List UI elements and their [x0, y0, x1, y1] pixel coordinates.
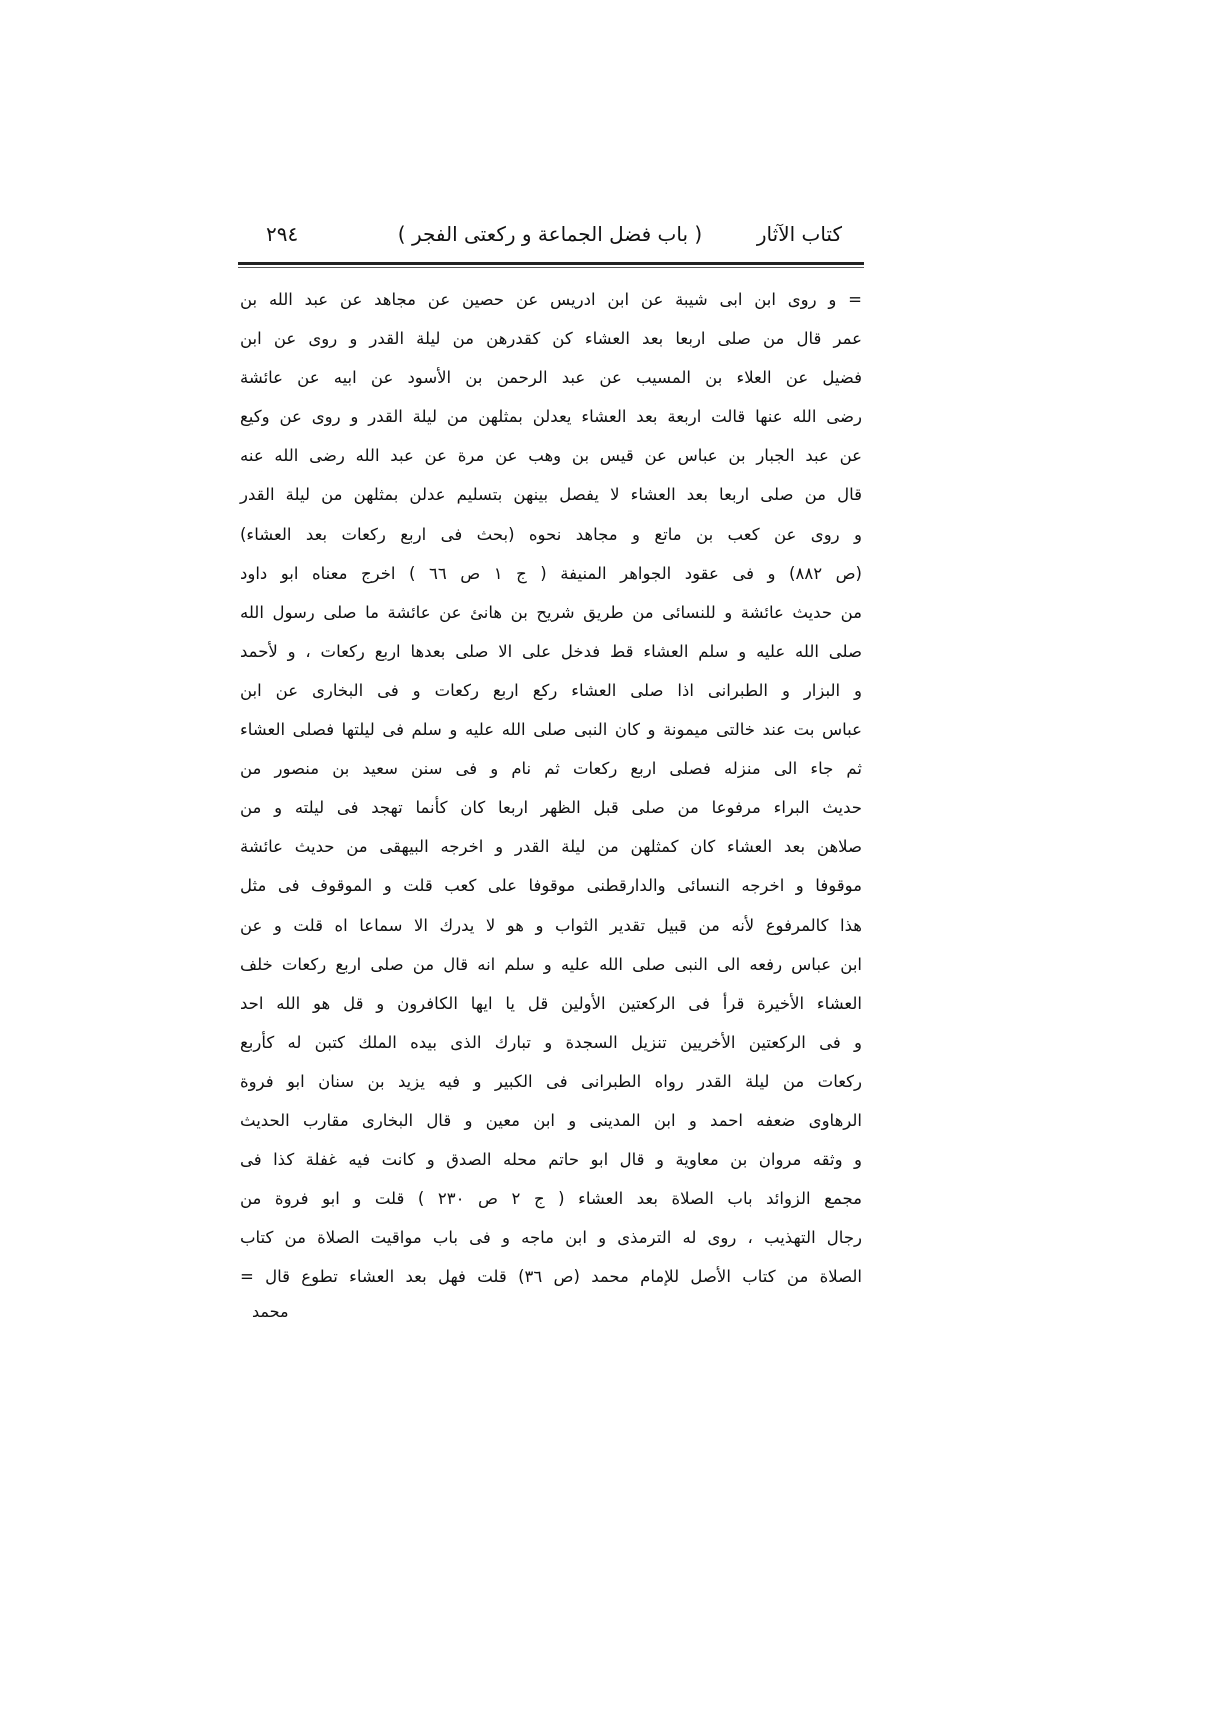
page-number: ٢٩٤	[266, 222, 299, 246]
text-line: ابن عباس رفعه الى النبى صلى الله عليه و سلم انه قال من صلى اربع ركعات خلف	[240, 954, 862, 974]
text-line: رجال التهذيب ، روى له الترمذى و ابن ماجه و فى باب مواقيت الصلاة من كتاب	[240, 1228, 862, 1248]
running-header	[238, 222, 862, 258]
header-rule-thin	[238, 267, 864, 268]
text-line: و البزار و الطبرانى اذا صلى العشاء ركع اربع ركعات و فى البخارى عن ابن	[240, 680, 862, 700]
text-line: = و روى ابن ابى شيبة عن ابن ادريس عن حصين عن مجاهد عن عبد الله بن	[240, 290, 862, 309]
text-line: الصلاة من كتاب الأصل للإمام محمد (ص ٣٦) قلت فهل بعد العشاء تطوع قال =	[240, 1267, 862, 1287]
page-body-text	[240, 285, 862, 1301]
text-line: من حديث عائشة و للنسائى من طريق شريح بن هانئ عن عائشة ما صلى رسول الله	[240, 602, 862, 622]
text-line: و وثقه مروان بن معاوية و قال ابو حاتم محله الصدق و كانت فيه غفلة كذا فى	[240, 1150, 862, 1170]
text-line: صلاهن بعد العشاء كان كمثلهن من ليلة القدر و اخرجه البيهقى من حديث عائشة	[240, 837, 862, 857]
text-line: (ص ٨٨٢) و فى عقود الجواهر المنيفة ( ج ١ ص ٦٦ ) اخرج معناه ابو داود	[240, 563, 862, 583]
text-line: مجمع الزوائد باب الصلاة بعد العشاء ( ج ٢ ص ٢٣٠ ) قلت و ابو فروة من	[240, 1189, 862, 1209]
catchword: محمد	[252, 1302, 289, 1321]
text-line: صلى الله عليه و سلم العشاء قط فدخل على الا صلى بعدها اربع ركعات ، و لأحمد	[240, 641, 862, 661]
text-line: العشاء الأخيرة قرأ فى الركعتين الأولين قل يا ايها الكافرون و قل هو الله احد	[240, 993, 862, 1013]
text-line: عمر قال من صلى اربعا بعد العشاء كن كقدرهن من ليلة القدر و روى عن ابن	[240, 329, 862, 349]
text-line: ثم جاء الى منزله فصلى اربع ركعات ثم نام و فى سنن سعيد بن منصور من	[240, 759, 862, 779]
text-line: و روى عن كعب بن ماتع و مجاهد نحوه (بحث فى اربع ركعات بعد العشاء)	[240, 524, 862, 544]
chapter-title: ( باب فضل الجماعة و ركعتى الفجر )	[397, 222, 703, 246]
text-line: حديث البراء مرفوعا من صلى قبل الظهر اربعا كان كأنما تهجد فى ليلته و من	[240, 798, 862, 818]
text-line: عن عبد الجبار بن عباس عن قيس بن وهب عن مرة عن عبد الله رضى الله عنه	[240, 446, 862, 466]
text-line: هذا كالمرفوع لأنه من قبيل تقدير الثواب و هو لا يدرك الا سماعا اه قلت و عن	[240, 915, 862, 935]
text-line: و فى الركعتين الأخريين تنزيل السجدة و تبارك الذى بيده الملك كتبن له كأربع	[240, 1032, 862, 1052]
text-line: فضيل عن العلاء بن المسيب عن عبد الرحمن بن الأسود عن ابيه عن عائشة	[240, 368, 862, 388]
text-line: عباس بت عند خالتى ميمونة و كان النبى صلى الله عليه و سلم فى ليلتها فصلى العشاء	[240, 720, 862, 740]
text-line: الرهاوى ضعفه احمد و ابن المدينى و ابن معين و قال البخارى مقارب الحديث	[240, 1110, 862, 1130]
text-line: موقوفا و اخرجه النسائى والدارقطنى موقوفا على كعب قلت و الموقوف فى مثل	[240, 876, 862, 896]
text-line: قال من صلى اربعا بعد العشاء لا يفصل بينهن بتسليم عدلن بمثلهن من ليلة القدر	[240, 485, 862, 505]
header-rule-thick	[238, 262, 864, 265]
text-line: رضى الله عنها قالت اربعة بعد العشاء يعدلن بمثلهن من ليلة القدر و روى عن وكيع	[240, 407, 862, 427]
book-title: كتاب الآثار	[756, 222, 842, 246]
text-line: ركعات من ليلة القدر رواه الطبرانى فى الكبير و فيه يزيد بن سنان ابو فروة	[240, 1071, 862, 1091]
